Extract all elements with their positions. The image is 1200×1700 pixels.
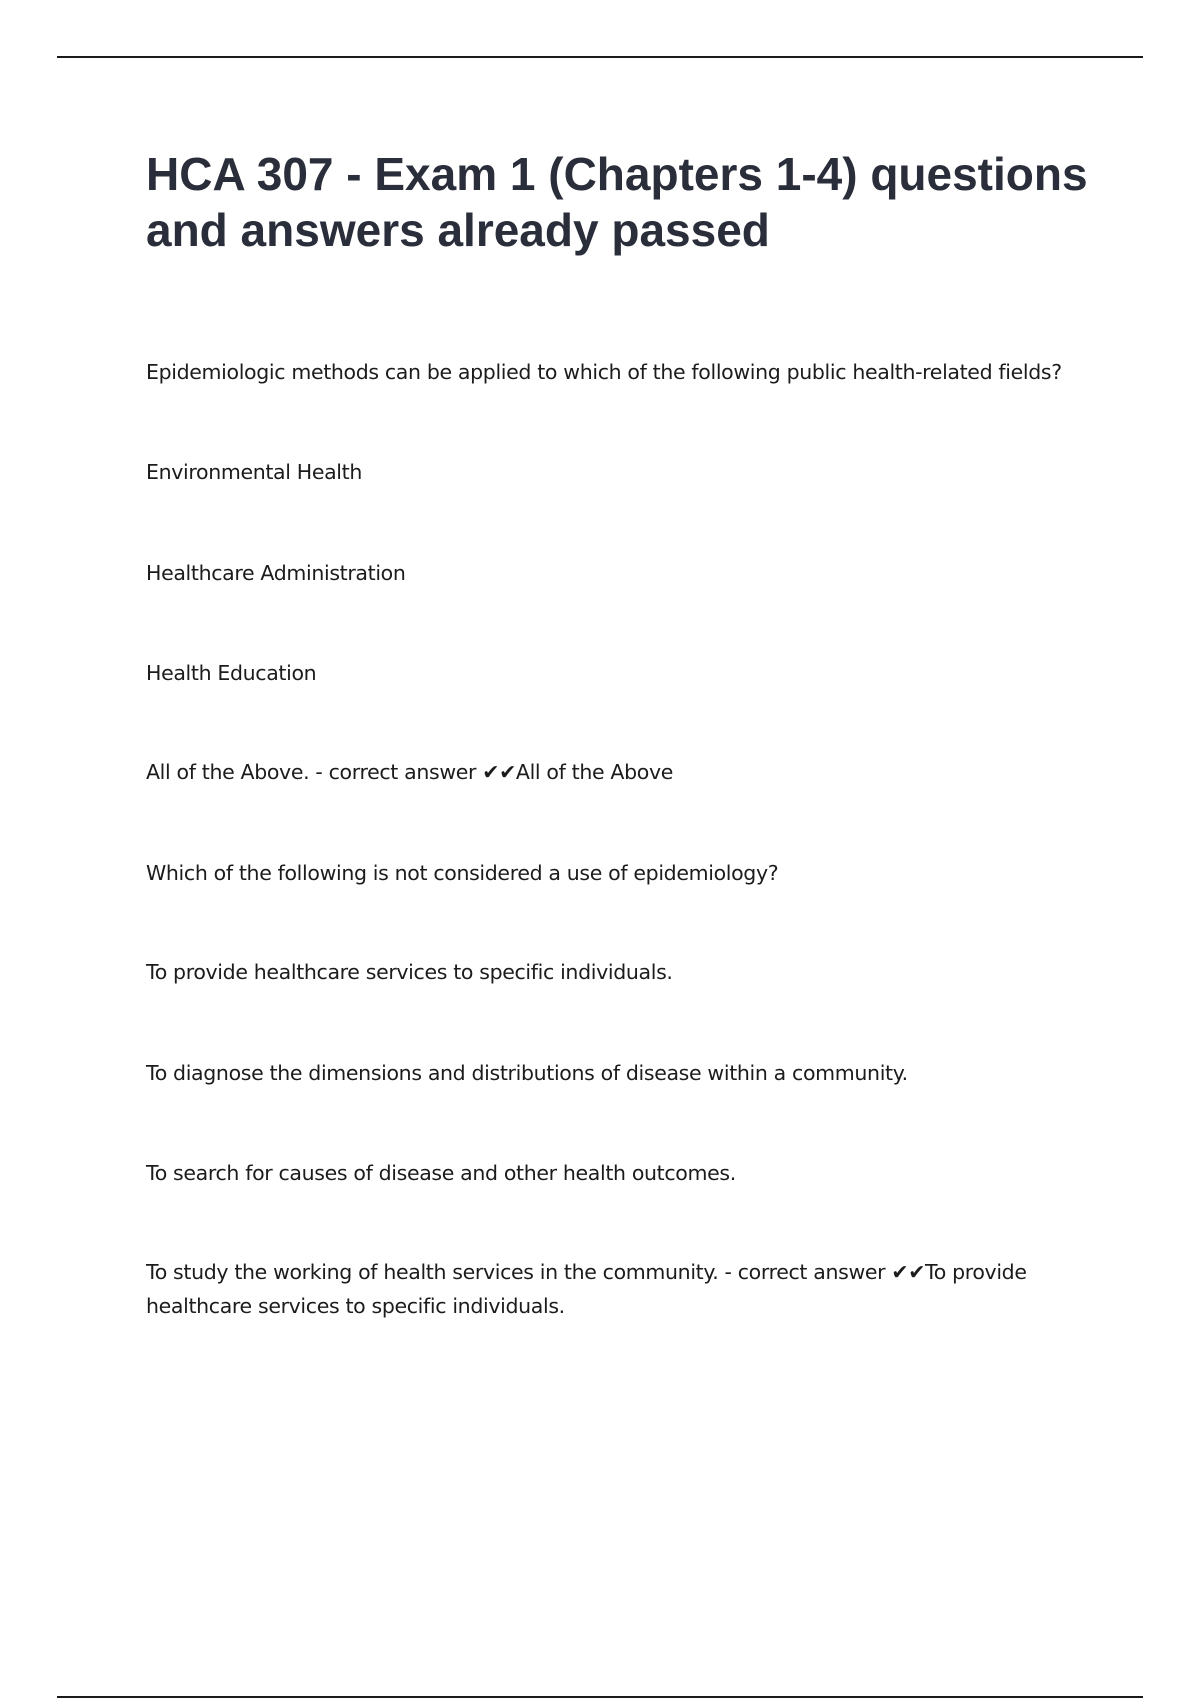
option-diagnose-dimensions: To diagnose the dimensions and distributions of disease within a community. xyxy=(146,1061,908,1085)
top-divider xyxy=(57,56,1143,58)
option-provide-healthcare: To provide healthcare services to specific individuals. xyxy=(146,960,673,984)
question-1: Epidemiologic methods can be applied to which of the following public health-related fields? xyxy=(146,360,1062,384)
answer-2: To study the working of health services in the community. - correct answer ✔✔To provide healthcare services to specific individuals. xyxy=(146,1260,1027,1318)
bottom-divider xyxy=(57,1696,1143,1698)
question-2: Which of the following is not considered a use of epidemiology? xyxy=(146,861,779,885)
option-healthcare-administration: Healthcare Administration xyxy=(146,561,406,585)
answer-1: All of the Above. - correct answer ✔✔All of the Above xyxy=(146,760,673,784)
option-environmental-health: Environmental Health xyxy=(146,460,362,484)
option-health-education: Health Education xyxy=(146,661,317,685)
page-title: HCA 307 - Exam 1 (Chapters 1-4) questions and answers already passed xyxy=(146,148,1088,256)
option-search-causes: To search for causes of disease and other health outcomes. xyxy=(146,1161,736,1185)
